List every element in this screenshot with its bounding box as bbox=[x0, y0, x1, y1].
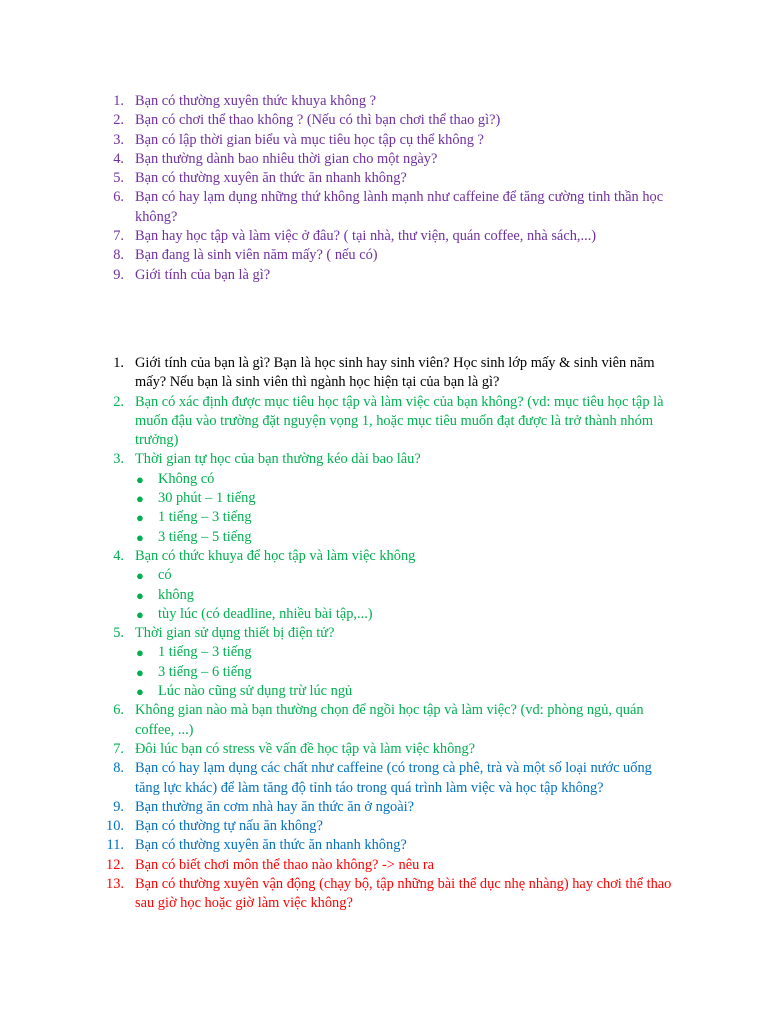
item-text: Bạn hay học tập và làm việc ở đâu? ( tại nhà, thư viện, quán coffee, nhà sách,...) bbox=[135, 228, 597, 245]
option-text: không bbox=[158, 586, 194, 603]
item-text: Bạn có chơi thể thao không ? (Nếu có thì bạn chơi thể thao gì?) bbox=[135, 112, 501, 129]
option-text: 3 tiếng – 5 tiếng bbox=[158, 528, 252, 545]
list-item bbox=[0, 169, 675, 188]
bullet-icon: ● bbox=[136, 471, 144, 487]
option-item bbox=[0, 566, 675, 585]
option-text: 1 tiếng – 3 tiếng bbox=[158, 644, 252, 661]
list-item bbox=[0, 150, 675, 169]
item-text: Không gian nào mà bạn thường chọn để ngồi học tập và làm việc? (vd: phòng ngủ, quán coffee, ...) bbox=[135, 702, 644, 738]
option-group bbox=[0, 643, 675, 701]
item-text: Bạn có thường xuyên ăn thức ăn nhanh không? bbox=[135, 170, 407, 187]
item-text: Bạn có thường tự nấu ăn không? bbox=[135, 818, 323, 835]
list-item bbox=[0, 227, 675, 246]
item-text: Bạn có thường xuyên thức khuya không ? bbox=[135, 93, 377, 109]
question-list-2 bbox=[0, 354, 675, 914]
list-item bbox=[0, 624, 675, 643]
list-item bbox=[0, 450, 675, 469]
option-item bbox=[0, 489, 675, 508]
bullet-icon: ● bbox=[136, 606, 144, 622]
option-item bbox=[0, 682, 675, 701]
item-text: Giới tính của bạn là gì? bbox=[135, 266, 271, 283]
list-item bbox=[0, 836, 675, 855]
item-number: 8. bbox=[113, 247, 124, 264]
option-item bbox=[0, 663, 675, 682]
option-text: 30 phút – 1 tiếng bbox=[158, 490, 256, 507]
list-item bbox=[0, 798, 675, 817]
item-number: 4. bbox=[113, 150, 124, 167]
list-item bbox=[0, 740, 675, 759]
item-text: Bạn có thường xuyên vận động (chạy bộ, tập những bài thể dục nhẹ nhàng) hay chơi thể thao sau giờ học hoặc giờ làm việc không? bbox=[135, 876, 672, 912]
item-text: Bạn có biết chơi môn thể thao nào không? -> nêu ra bbox=[135, 856, 435, 873]
item-text: Bạn có xác định được mục tiêu học tập và làm việc của bạn không? (vd: mục tiêu học tập là muốn đậu vào trường đặt nguyện vọng 1, hoặc mục tiêu muốn đạt được là trở thành nhóm trưởng) bbox=[135, 393, 664, 449]
item-text: Bạn có hay lạm dụng các chất như caffeine (có trong cà phê, trà và một số loại nước uống tăng lực khác) để làm tăng độ tỉnh táo trong quá trình làm việc và học tập không? bbox=[135, 760, 652, 796]
item-text: Thời gian tự học của bạn thường kéo dài bao lâu? bbox=[135, 451, 421, 468]
bullet-icon: ● bbox=[136, 510, 144, 526]
list-item bbox=[0, 92, 675, 111]
item-number: 13. bbox=[106, 876, 124, 893]
bullet-icon: ● bbox=[136, 491, 144, 507]
option-item bbox=[0, 605, 675, 624]
item-text: Bạn đang là sinh viên năm mấy? ( nếu có) bbox=[135, 247, 378, 264]
list-item bbox=[0, 856, 675, 875]
list-item bbox=[0, 817, 675, 836]
list-item bbox=[0, 188, 675, 227]
item-number: 5. bbox=[113, 170, 124, 187]
list-item bbox=[0, 111, 675, 130]
bullet-icon: ● bbox=[136, 568, 144, 584]
list-item bbox=[0, 701, 675, 740]
list-item bbox=[0, 875, 675, 914]
item-number: 9. bbox=[113, 266, 124, 283]
item-number: 2. bbox=[113, 393, 124, 410]
item-number: 11. bbox=[106, 837, 124, 854]
bullet-icon: ● bbox=[136, 664, 144, 680]
list-item bbox=[0, 354, 675, 393]
option-text: 1 tiếng – 3 tiếng bbox=[158, 509, 252, 526]
item-number: 4. bbox=[113, 547, 124, 564]
option-group bbox=[0, 566, 675, 624]
bullet-icon: ● bbox=[136, 587, 144, 603]
question-list-1 bbox=[0, 92, 675, 285]
item-number: 6. bbox=[113, 702, 124, 719]
item-number: 5. bbox=[113, 625, 124, 642]
list-item bbox=[0, 266, 675, 285]
item-number: 1. bbox=[113, 93, 124, 109]
option-item bbox=[0, 528, 675, 547]
item-text: Bạn có thường xuyên ăn thức ăn nhanh không? bbox=[135, 837, 407, 854]
item-number: 1. bbox=[113, 355, 124, 371]
item-number: 7. bbox=[113, 228, 124, 245]
item-number: 9. bbox=[113, 798, 124, 815]
option-text: Lúc nào cũng sử dụng trừ lúc ngủ bbox=[158, 683, 353, 700]
item-text: Bạn có thức khuya để học tập và làm việc không bbox=[135, 547, 416, 564]
item-number: 2. bbox=[113, 112, 124, 129]
list-item bbox=[0, 246, 675, 265]
item-text: Bạn có lập thời gian biểu và mục tiêu học tập cụ thể không ? bbox=[135, 131, 484, 148]
item-number: 3. bbox=[113, 451, 124, 468]
item-text: Bạn thường dành bao nhiêu thời gian cho một ngày? bbox=[135, 150, 438, 167]
item-text: Bạn có hay lạm dụng những thứ không lành mạnh như caffeine để tăng cường tinh thần học không? bbox=[135, 189, 664, 225]
item-text: Thời gian sử dụng thiết bị điện tử? bbox=[135, 625, 335, 642]
list-item bbox=[0, 759, 675, 798]
item-number: 12. bbox=[106, 856, 124, 873]
list-item bbox=[0, 393, 675, 451]
item-text: Đôi lúc bạn có stress về vấn đề học tập và làm việc không? bbox=[135, 740, 476, 757]
item-text: Bạn thường ăn cơm nhà hay ăn thức ăn ở ngoài? bbox=[135, 798, 414, 815]
list-item bbox=[0, 547, 675, 566]
list-item bbox=[0, 131, 675, 150]
bullet-icon: ● bbox=[136, 684, 144, 700]
bullet-icon: ● bbox=[136, 529, 144, 545]
item-number: 10. bbox=[106, 818, 124, 835]
item-text: Giới tính của bạn là gì? Bạn là học sinh hay sinh viên? Học sinh lớp mấy & sinh viên năm mấy? Nếu bạn là sinh viên thì ngành học hiện tại của bạn là gì? bbox=[135, 355, 655, 391]
item-number: 6. bbox=[113, 189, 124, 206]
option-text: Không có bbox=[158, 470, 215, 487]
option-text: 3 tiếng – 6 tiếng bbox=[158, 663, 252, 680]
option-text: tùy lúc (có deadline, nhiều bài tập,...) bbox=[158, 605, 373, 622]
option-item bbox=[0, 586, 675, 605]
item-number: 8. bbox=[113, 760, 124, 777]
option-item bbox=[0, 643, 675, 662]
option-group bbox=[0, 470, 675, 547]
bullet-icon: ● bbox=[136, 645, 144, 661]
option-item bbox=[0, 508, 675, 527]
option-item bbox=[0, 470, 675, 489]
item-number: 3. bbox=[113, 131, 124, 148]
option-text: có bbox=[158, 567, 172, 584]
item-number: 7. bbox=[113, 740, 124, 757]
